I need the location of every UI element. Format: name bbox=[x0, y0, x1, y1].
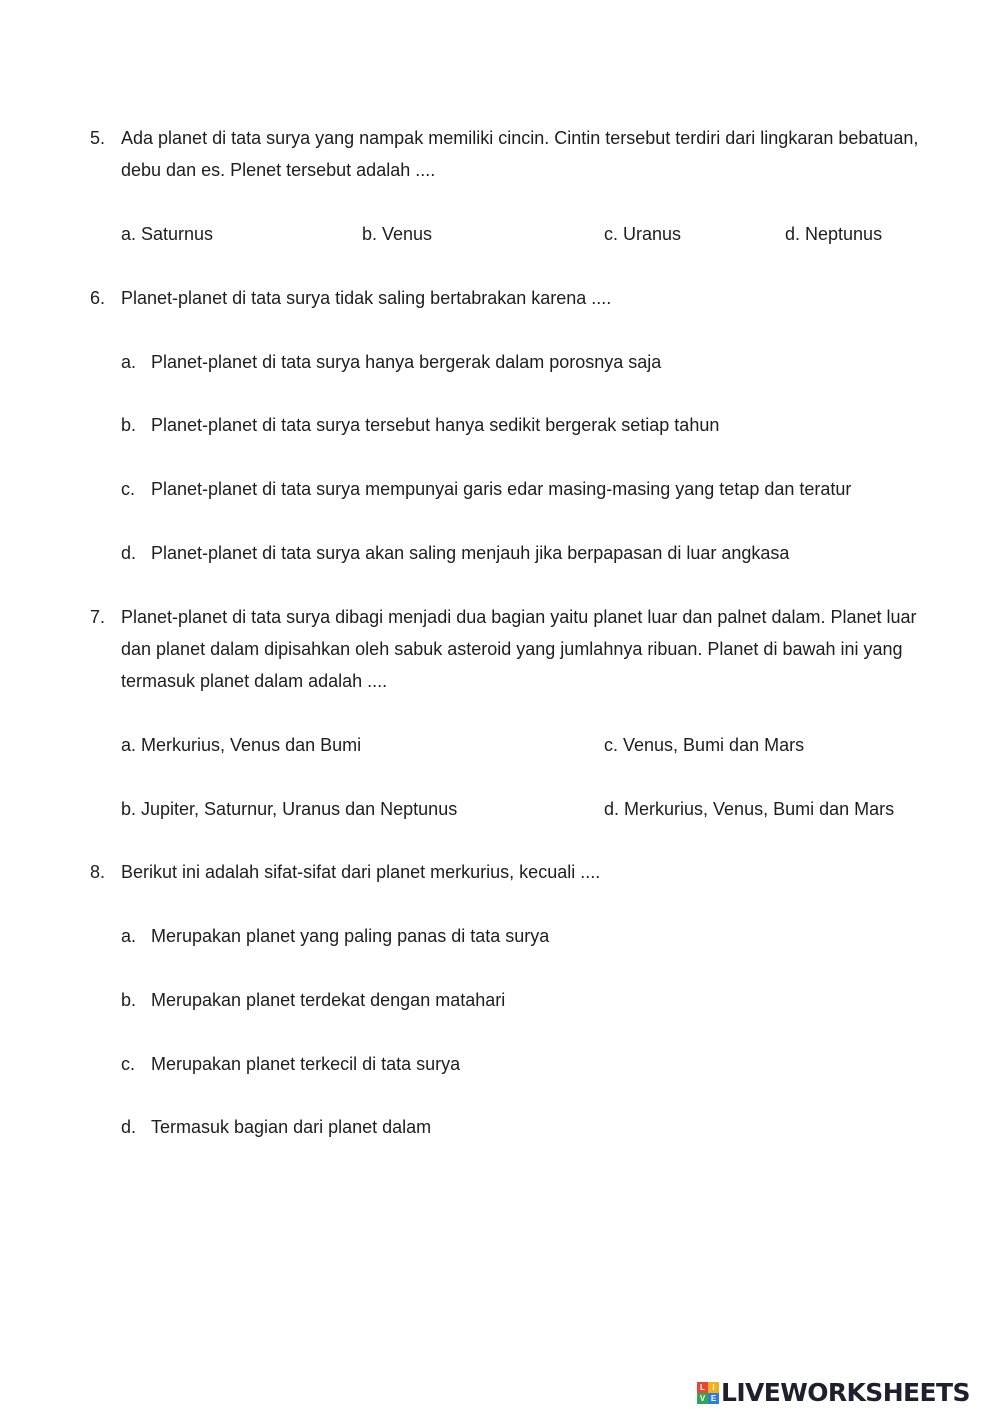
question-number: 7. bbox=[90, 607, 106, 627]
question-stem: Ada planet di tata surya yang nampak memiliki cincin. Cintin tersebut terdiri dari lingkaran bebatuan, debu dan es. Plenet tersebut adalah .... bbox=[121, 128, 919, 180]
option-text: Planet-planet di tata surya tersebut hanya sedikit bergerak setiap tahun bbox=[151, 415, 720, 435]
option-d[interactable] bbox=[121, 1111, 431, 1143]
question-5 bbox=[90, 122, 950, 186]
question-stem: Planet-planet di tata surya tidak saling bertabrakan karena .... bbox=[121, 288, 612, 308]
question-number: 8. bbox=[90, 862, 106, 882]
option-letter: b. bbox=[121, 990, 137, 1010]
option-text: Merupakan planet yang paling panas di tata surya bbox=[151, 926, 550, 946]
option-text: Termasuk bagian dari planet dalam bbox=[151, 1117, 432, 1137]
option-c[interactable] bbox=[121, 473, 851, 505]
question-8 bbox=[90, 856, 950, 888]
logo-mark-icon bbox=[697, 1382, 719, 1404]
option-text: Planet-planet di tata surya mempunyai garis edar masing-masing yang tetap dan teratur bbox=[151, 479, 852, 499]
option-a[interactable] bbox=[121, 920, 549, 952]
logo-mark-cell: L bbox=[697, 1382, 708, 1393]
liveworksheets-logo bbox=[697, 1377, 970, 1409]
option-d[interactable]: d. Merkurius, Venus, Bumi dan Mars bbox=[604, 799, 895, 819]
option-a[interactable] bbox=[121, 346, 661, 378]
option-letter: a. bbox=[121, 926, 137, 946]
logo-mark-cell: E bbox=[708, 1393, 719, 1404]
option-letter: d. bbox=[121, 1117, 137, 1137]
option-d[interactable]: d. Neptunus bbox=[785, 224, 883, 244]
option-d[interactable] bbox=[121, 537, 789, 569]
option-letter: c. bbox=[121, 1054, 136, 1074]
option-text: Merupakan planet terkecil di tata surya bbox=[151, 1054, 461, 1074]
option-letter: d. bbox=[121, 543, 137, 563]
question-number: 5. bbox=[90, 128, 106, 148]
option-b[interactable] bbox=[121, 409, 719, 441]
question-stem: Planet-planet di tata surya dibagi menjadi dua bagian yaitu planet luar dan palnet dalam. Planet luar dan planet dalam dipisahkan oleh sabuk asteroid yang jumlahnya ribuan. Planet di bawah ini yang termasuk planet dalam adalah .... bbox=[121, 607, 917, 691]
question-stem: Berikut ini adalah sifat-sifat dari planet merkurius, kecuali .... bbox=[121, 862, 601, 882]
option-text: Planet-planet di tata surya hanya bergerak dalam porosnya saja bbox=[151, 352, 662, 372]
question-6 bbox=[90, 282, 950, 314]
logo-mark-cell: V bbox=[697, 1393, 708, 1404]
option-letter: b. bbox=[121, 415, 137, 435]
option-a[interactable]: a. Merkurius, Venus dan Bumi bbox=[121, 735, 362, 755]
option-c[interactable]: c. Venus, Bumi dan Mars bbox=[604, 735, 805, 755]
option-text: Planet-planet di tata surya akan saling menjauh jika berpapasan di luar angkasa bbox=[151, 543, 790, 563]
logo-mark-cell: I bbox=[708, 1382, 719, 1393]
option-a[interactable]: a. Saturnus bbox=[121, 224, 214, 244]
logo-wordmark: LIVEWORKSHEETS bbox=[721, 1378, 970, 1407]
option-c[interactable]: c. Uranus bbox=[604, 224, 682, 244]
option-b[interactable]: b. Venus bbox=[362, 224, 433, 244]
option-b[interactable] bbox=[121, 984, 505, 1016]
option-text: Merupakan planet terdekat dengan matahari bbox=[151, 990, 506, 1010]
question-7 bbox=[90, 601, 950, 697]
question-number: 6. bbox=[90, 288, 106, 308]
option-letter: c. bbox=[121, 479, 136, 499]
option-c[interactable] bbox=[121, 1048, 460, 1080]
option-letter: a. bbox=[121, 352, 137, 372]
option-b[interactable]: b. Jupiter, Saturnur, Uranus dan Neptunus bbox=[121, 799, 458, 819]
